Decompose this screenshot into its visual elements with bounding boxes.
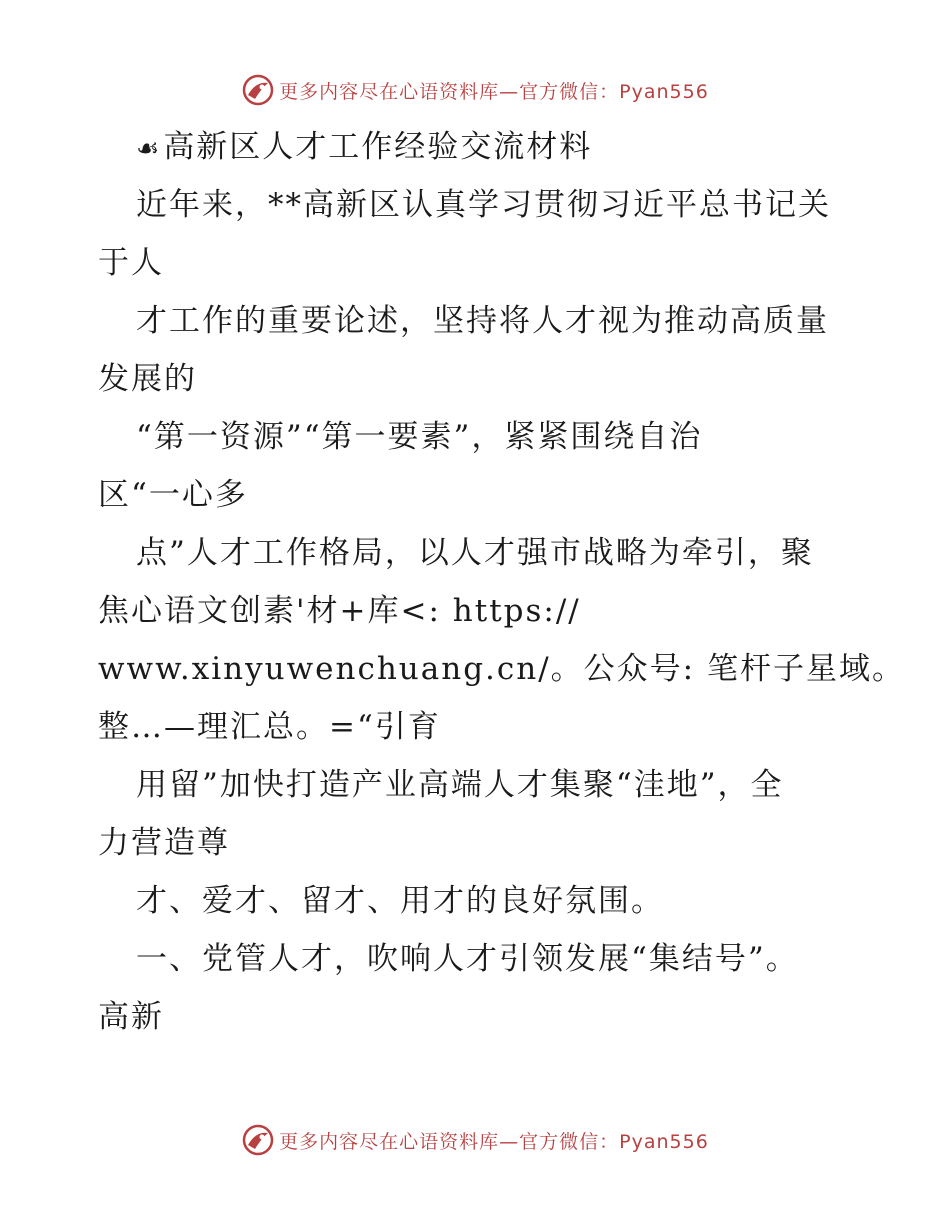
footer-banner <box>0 1120 950 1160</box>
document-body <box>98 118 905 1046</box>
fleuron-icon: ☙ <box>136 134 162 164</box>
paragraph-line: 才、爱才、留才、用才的良好氛围。 <box>136 883 664 919</box>
paragraph-line: 高新 <box>98 999 164 1035</box>
header-banner <box>0 70 950 110</box>
paragraph-line: 区“一心多 <box>98 477 248 513</box>
paragraph-line: 点”人才工作格局，以人才强市战略为牵引，聚 <box>136 535 814 571</box>
title-text: 高新区人才工作经验交流材料 <box>163 129 593 165</box>
paragraph-line: 整…—理汇总。=“引育 <box>98 709 441 745</box>
brand-logo-icon <box>241 1123 275 1157</box>
paragraph-line: 一、党管人才，吹响人才引领发展“集结号”。 <box>136 941 799 977</box>
footer-banner-text: 更多内容尽在心语资料库—官方微信：Pyan556 <box>279 1130 709 1153</box>
paragraph-line: 才工作的重要论述，坚持将人才视为推动高质量 <box>136 303 829 339</box>
paragraph-line: www.xinyuwenchuang.cn/。公众号: 笔杆子星域。 <box>98 651 905 687</box>
paragraph-line: 焦心语文创素'材+库<: https:// <box>98 593 581 629</box>
document-title <box>98 118 858 176</box>
paragraph-line: 近年来，**高新区认真学习贯彻习近平总书记关 <box>136 187 831 223</box>
paragraph-line: 发展的 <box>98 361 197 397</box>
paragraph-line: 用留”加快打造产业高端人才集聚“洼地”，全 <box>136 767 784 803</box>
paragraph-line: 于人 <box>98 245 164 281</box>
header-banner-text: 更多内容尽在心语资料库—官方微信：Pyan556 <box>279 80 709 103</box>
brand-logo-icon <box>241 73 275 107</box>
paragraph-line: 力营造尊 <box>98 825 230 861</box>
paragraph-line: “第一资源”“第一要素”，紧紧围绕自治 <box>136 419 703 455</box>
